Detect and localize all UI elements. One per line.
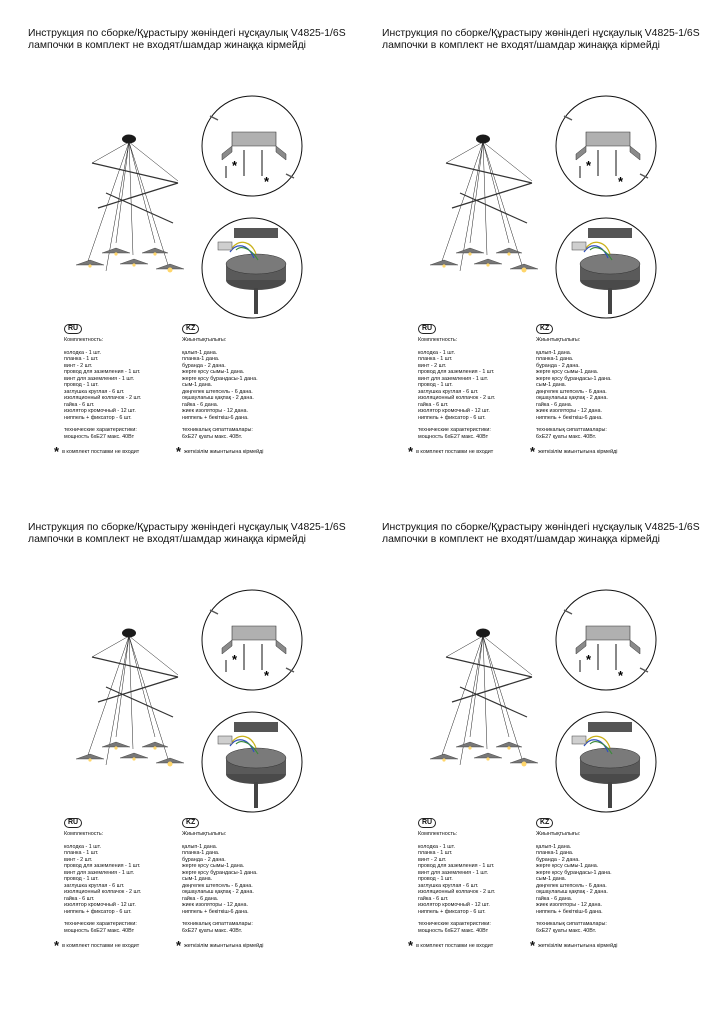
ru-specs-title: технические характеристики: — [418, 427, 491, 433]
kz-heading: Жиынтықтылығы: — [182, 337, 227, 343]
parts-list-item: планка-1 дана. — [182, 356, 220, 362]
parts-list-item: жиек изоляторы - 12 дана. — [536, 408, 603, 414]
parts-list-item: гайка - 6 шт. — [418, 401, 449, 408]
parts-list-item: жерге қосу бұрандасы-1 дана. — [536, 869, 612, 876]
title-line-1: Инструкция по сборке/Құрастыру жөніндегі нұсқаулық V4825-1/6S — [382, 28, 700, 39]
kz-specs — [536, 427, 686, 440]
kz-column — [182, 818, 332, 934]
terminal-block — [572, 242, 586, 250]
ru-heading: Комплектность: — [418, 337, 458, 343]
parts-list-item: заглушка круглая - 6 шт. — [418, 882, 479, 889]
parts-list-item: изолятор кромочный - 12 шт. — [64, 902, 136, 908]
sheet-title — [28, 522, 368, 546]
parts-list-item: винт для заземления - 1 шт. — [418, 375, 489, 382]
star-marker: * — [232, 158, 238, 173]
parts-list-item: сым-1 дана. — [182, 382, 213, 388]
ru-note-text: в комплект поставки не входит — [62, 449, 140, 455]
ru-specs-title: технические характеристики: — [64, 427, 137, 433]
parts-list-item: провод - 1 шт. — [64, 382, 99, 388]
parts-list-item: жерге қосу сымы-1 дана. — [182, 369, 245, 375]
kz-not-included-note — [176, 938, 263, 953]
parts-list-item: жиек изоляторы - 12 дана. — [182, 408, 249, 414]
parts-list-item: бұранда - 2 дана. — [182, 362, 226, 369]
ru-specs-value: мощность 6хЕ27 макс. 40Вт — [64, 433, 135, 440]
canopy-stem — [608, 288, 612, 314]
ru-badge: RU — [64, 324, 82, 334]
kz-specs-title: техникалық сипаттамалары: — [182, 921, 253, 927]
parts-list-item: провод - 1 шт. — [418, 382, 453, 388]
mounting-bracket — [586, 626, 630, 640]
parts-list-item: винт - 2 шт. — [418, 856, 447, 863]
chandelier-illustration — [28, 103, 198, 293]
parts-list-item: изоляционный колпачок - 2 шт. — [418, 395, 496, 401]
parts-list-item: изоляционный колпачок - 2 шт. — [64, 395, 142, 401]
kz-parts-list — [536, 350, 686, 422]
terminal-block — [572, 736, 586, 744]
kz-note-text: жеткізілім жиынтығына кірмейді — [184, 943, 264, 949]
parts-list-item: оқшаулағыш қақпақ - 2 дана. — [536, 889, 608, 895]
parts-list-item: провод для заземления - 1 шт. — [418, 369, 495, 375]
star-marker: * — [264, 668, 270, 683]
frame-bars — [92, 163, 178, 223]
star-marker: * — [176, 938, 182, 953]
lamp-shades — [76, 742, 184, 763]
star-marker: * — [54, 444, 60, 459]
kz-column — [536, 324, 686, 440]
kz-column — [536, 818, 686, 934]
frame-bars — [446, 657, 532, 717]
parts-list-item: бұранда - 2 дана. — [536, 362, 580, 369]
sheet-title — [28, 28, 368, 52]
parts-list-item: провод для заземления - 1 шт. — [418, 863, 495, 869]
parts-list-item: колодка - 1 шт. — [64, 349, 101, 356]
title-line-1: Инструкция по сборке/Құрастыру жөніндегі нұсқаулық V4825-1/6S — [28, 28, 346, 39]
frame-bars — [92, 657, 178, 717]
ru-heading: Комплектность: — [64, 831, 104, 837]
parts-list-item: ниппель + фиксатор - 6 шт. — [64, 414, 132, 421]
title-line-2: лампочки в комплект не входят/шамдар жинаққа кірмейді — [382, 40, 660, 51]
parts-list-item: провод - 1 шт. — [418, 876, 453, 882]
title-line-2: лампочки в комплект не входят/шамдар жинаққа кірмейді — [382, 534, 660, 545]
kz-note-text: жеткізілім жиынтығына кірмейді — [184, 449, 264, 455]
kz-parts-list — [182, 844, 332, 916]
parts-list-item: ниппель + фиксатор - 6 шт. — [418, 414, 486, 421]
ru-heading: Комплектность: — [418, 831, 458, 837]
parts-list-item: бұранда - 2 дана. — [536, 856, 580, 863]
canopy-bracket — [588, 228, 632, 238]
kz-column — [182, 324, 332, 440]
parts-list-item: планка - 1 шт. — [418, 850, 453, 856]
parts-list-item: ниппель + бекіткіш-6 дана. — [536, 414, 603, 421]
parts-list-item: қалып-1 дана. — [536, 349, 572, 356]
canopy-bracket — [234, 722, 278, 732]
kz-not-included-note — [530, 444, 617, 459]
kz-specs-value: 6хЕ27 қуаты макс. 40Вт. — [536, 433, 597, 440]
mounting-bracket — [232, 626, 276, 640]
parts-list-item: планка-1 дана. — [536, 356, 574, 362]
parts-list-item: жерге қосу сымы-1 дана. — [536, 369, 599, 375]
ru-heading: Комплектность: — [64, 337, 104, 343]
parts-list-item: планка - 1 шт. — [64, 356, 99, 362]
parts-list-item: провод - 1 шт. — [64, 876, 99, 882]
parts-list-item: дөңгелек штепсель - 6 дана. — [536, 882, 607, 889]
canopy-stem — [608, 782, 612, 808]
parts-list-item: изоляционный колпачок - 2 шт. — [64, 889, 142, 895]
ru-not-included-note — [54, 938, 139, 953]
parts-list-item: жерге қосу сымы-1 дана. — [182, 863, 245, 869]
parts-list-item: сым-1 дана. — [536, 382, 567, 388]
frame-bars — [446, 163, 532, 223]
parts-list-item: изолятор кромочный - 12 шт. — [418, 902, 490, 908]
star-marker: * — [618, 174, 624, 189]
parts-list-item: изолятор кромочный - 12 шт. — [418, 408, 490, 414]
parts-list-item: ниппель + бекіткіш-6 дана. — [182, 414, 249, 421]
kz-specs-title: техникалық сипаттамалары: — [536, 921, 607, 927]
ru-specs-value: мощность 6хЕ27 макс. 40Вт — [418, 927, 489, 934]
kz-heading: Жиынтықтылығы: — [182, 831, 227, 837]
instruction-panel — [382, 522, 707, 1012]
star-marker: * — [232, 652, 238, 667]
kz-not-included-note — [176, 444, 263, 459]
chandelier-illustration — [28, 597, 198, 787]
parts-list-item: ниппель + фиксатор - 6 шт. — [418, 908, 486, 915]
title-line-1: Инструкция по сборке/Құрастыру жөніндегі нұсқаулық V4825-1/6S — [382, 522, 700, 533]
ru-badge: RU — [418, 324, 436, 334]
parts-list-item: жерге қосу бұрандасы-1 дана. — [182, 869, 258, 876]
parts-list-item: планка - 1 шт. — [64, 850, 99, 856]
star-marker: * — [264, 174, 270, 189]
parts-list-item: ниппель + бекіткіш-6 дана. — [182, 908, 249, 915]
lamp-shades — [430, 742, 538, 763]
parts-list-item: ниппель + бекіткіш-6 дана. — [536, 908, 603, 915]
parts-list-item: планка - 1 шт. — [418, 356, 453, 362]
star-marker: * — [408, 444, 414, 459]
parts-list-item: гайка - 6 шт. — [418, 895, 449, 902]
parts-list-item: гайка - 6 дана. — [536, 895, 573, 902]
parts-list-item: заглушка круглая - 6 шт. — [64, 388, 125, 395]
ru-specs-value: мощность 6хЕ27 макс. 40Вт — [64, 927, 135, 934]
parts-list-item: винт для заземления - 1 шт. — [64, 869, 135, 876]
parts-list-item: планка-1 дана. — [536, 850, 574, 856]
kz-specs-title: техникалық сипаттамалары: — [536, 427, 607, 433]
parts-list-item: жерге қосу бұрандасы-1 дана. — [182, 375, 258, 382]
parts-list-item: ниппель + фиксатор - 6 шт. — [64, 908, 132, 915]
kz-specs-value: 6хЕ27 қуаты макс. 40Вт. — [182, 433, 243, 440]
parts-list-item: винт - 2 шт. — [64, 362, 93, 369]
sheet-title — [382, 28, 707, 52]
ru-note-text: в комплект поставки не входит — [416, 943, 494, 949]
parts-list-item: заглушка круглая - 6 шт. — [418, 388, 479, 395]
star-marker: * — [54, 938, 60, 953]
star-marker: * — [618, 668, 624, 683]
parts-list-item: оқшаулағыш қақпақ - 2 дана. — [536, 395, 608, 401]
parts-list-item: винт для заземления - 1 шт. — [64, 375, 135, 382]
star-marker: * — [176, 444, 182, 459]
kz-parts-list — [536, 844, 686, 916]
title-line-1: Инструкция по сборке/Құрастыру жөніндегі нұсқаулық V4825-1/6S — [28, 522, 346, 533]
parts-list-item: изолятор кромочный - 12 шт. — [64, 408, 136, 414]
parts-list-item: планка-1 дана. — [182, 850, 220, 856]
terminal-block — [218, 242, 232, 250]
parts-list-item: гайка - 6 дана. — [536, 401, 573, 408]
parts-list-item: гайка - 6 дана. — [182, 401, 219, 408]
parts-list-item: дөңгелек штепсель - 6 дана. — [182, 388, 253, 395]
parts-list-item: заглушка круглая - 6 шт. — [64, 882, 125, 889]
kz-heading: Жиынтықтылығы: — [536, 337, 581, 343]
terminal-block — [218, 736, 232, 744]
canopy-bracket — [588, 722, 632, 732]
mounting-bracket — [586, 132, 630, 146]
assembly-details — [546, 588, 666, 818]
star-marker: * — [586, 652, 592, 667]
kz-badge: KZ — [182, 818, 199, 828]
kz-badge: KZ — [536, 324, 553, 334]
ru-badge: RU — [418, 818, 436, 828]
kz-specs-value: 6хЕ27 қуаты макс. 40Вт. — [182, 927, 243, 934]
lamp-shades — [430, 248, 538, 269]
title-line-2: лампочки в комплект не входят/шамдар жинаққа кірмейді — [28, 534, 306, 545]
ru-specs-value: мощность 6хЕ27 макс. 40Вт — [418, 433, 489, 440]
parts-list-item: винт - 2 шт. — [418, 362, 447, 369]
star-marker: * — [530, 938, 536, 953]
parts-list-item: оқшаулағыш қақпақ - 2 дана. — [182, 889, 254, 895]
kz-badge: KZ — [182, 324, 199, 334]
canopy-stem — [254, 288, 258, 314]
assembly-details — [192, 588, 312, 818]
ru-specs-title: технические характеристики: — [64, 921, 137, 927]
kz-specs — [182, 427, 332, 440]
instruction-panel — [28, 522, 368, 1012]
star-marker: * — [586, 158, 592, 173]
parts-list-item: провод для заземления - 1 шт. — [64, 369, 141, 375]
ru-not-included-note — [408, 444, 493, 459]
ru-note-text: в комплект поставки не входит — [416, 449, 494, 455]
instruction-panel — [28, 28, 368, 518]
parts-list-item: гайка - 6 шт. — [64, 401, 95, 408]
parts-list-item: қалып-1 дана. — [536, 843, 572, 850]
ru-badge: RU — [64, 818, 82, 828]
parts-list-item: изоляционный колпачок - 2 шт. — [418, 889, 496, 895]
parts-list-item: колодка - 1 шт. — [64, 843, 101, 850]
kz-specs — [182, 921, 332, 934]
kz-specs-title: техникалық сипаттамалары: — [182, 427, 253, 433]
parts-list-item: жиек изоляторы - 12 дана. — [182, 902, 249, 908]
title-line-2: лампочки в комплект не входят/шамдар жинаққа кірмейді — [28, 40, 306, 51]
parts-list-item: провод для заземления - 1 шт. — [64, 863, 141, 869]
parts-list-item: дөңгелек штепсель - 6 дана. — [182, 882, 253, 889]
mounting-bracket — [232, 132, 276, 146]
chandelier-illustration — [382, 597, 552, 787]
kz-parts-list — [182, 350, 332, 422]
sheet-title — [382, 522, 707, 546]
parts-list-item: оқшаулағыш қақпақ - 2 дана. — [182, 395, 254, 401]
kz-specs-value: 6хЕ27 қуаты макс. 40Вт. — [536, 927, 597, 934]
ru-not-included-note — [408, 938, 493, 953]
canopy-bracket — [234, 228, 278, 238]
parts-list-item: жиек изоляторы - 12 дана. — [536, 902, 603, 908]
parts-list-item: қалып-1 дана. — [182, 349, 218, 356]
parts-list-item: гайка - 6 дана. — [182, 895, 219, 902]
kz-note-text: жеткізілім жиынтығына кірмейді — [538, 449, 618, 455]
parts-list-item: қалып-1 дана. — [182, 843, 218, 850]
parts-list-item: гайка - 6 шт. — [64, 895, 95, 902]
parts-list-item: сым-1 дана. — [536, 876, 567, 882]
ru-specs-title: технические характеристики: — [418, 921, 491, 927]
kz-not-included-note — [530, 938, 617, 953]
parts-list-item: винт для заземления - 1 шт. — [418, 869, 489, 876]
kz-specs — [536, 921, 686, 934]
parts-list-item: бұранда - 2 дана. — [182, 856, 226, 863]
parts-list-item: винт - 2 шт. — [64, 856, 93, 863]
kz-heading: Жиынтықтылығы: — [536, 831, 581, 837]
kz-badge: KZ — [536, 818, 553, 828]
ru-note-text: в комплект поставки не входит — [62, 943, 140, 949]
parts-list-item: колодка - 1 шт. — [418, 349, 455, 356]
star-marker: * — [408, 938, 414, 953]
parts-list-item: колодка - 1 шт. — [418, 843, 455, 850]
star-marker: * — [530, 444, 536, 459]
instruction-panel — [382, 28, 707, 518]
ru-not-included-note — [54, 444, 139, 459]
assembly-details — [192, 94, 312, 324]
chandelier-illustration — [382, 103, 552, 293]
lamp-shades — [76, 248, 184, 269]
parts-list-item: сым-1 дана. — [182, 876, 213, 882]
parts-list-item: жерге қосу бұрандасы-1 дана. — [536, 375, 612, 382]
parts-list-item: дөңгелек штепсель - 6 дана. — [536, 388, 607, 395]
kz-note-text: жеткізілім жиынтығына кірмейді — [538, 943, 618, 949]
canopy-stem — [254, 782, 258, 808]
parts-list-item: жерге қосу сымы-1 дана. — [536, 863, 599, 869]
assembly-details — [546, 94, 666, 324]
